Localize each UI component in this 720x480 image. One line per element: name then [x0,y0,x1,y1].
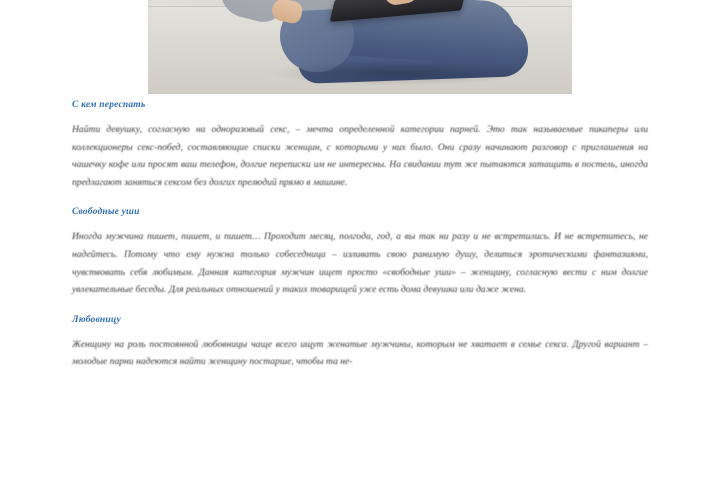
section-1-paragraph: Найти девушку, согласную на одноразовый секс, – мечта определенной категории парней. Это так называемые пикаперы или коллекционеры секс-побед, составляющие списки женщин, с которыми у них было. Они сразу начинают разговор с приглашения на чашечку кофе или просят ваш телефон, долгие переписки им не интересны. На свидании тут же пытаются затащить в постель, иногда предлагают заняться сексом без долгих прелюдий прямо в машине. [72,124,648,188]
photo-man-with-laptop [148,0,572,94]
section-2 [72,207,648,298]
section-2-heading: Свободные уши [72,207,140,218]
photo-shadow [268,60,528,86]
section-1-heading: С кем переспать [72,100,146,110]
article-body [72,100,648,371]
section-1 [72,100,648,191]
section-3 [72,315,648,371]
section-2-paragraph: Иногда мужчина пишет, пишет, и пишет… Проходит месяц, полгода, год, а вы так ни разу и не встретились. И не встретитесь, не надейтесь. Потому что ему нужна только собеседница – изливать свою ранимую душу, делиться эротическими фантазиями, чувствовать себя любимым. Данная категория мужчин ищет просто «свободные уши» – женщину, согласную вести с ним долгие увлекательные беседы. Для реальных отношений у таких товарищей уже есть дома девушка или даже жена. [72,231,648,296]
section-3-heading: Любовницу [72,314,121,325]
article-photo [148,0,572,94]
section-3-paragraph: Женщину на роль постоянной любовницы чаще всего ищут женатые мужчины, которым не хватает в семье секса. Другой вариант – молодые парни надеются найти женщину постарше, чтобы та не- [72,338,648,368]
